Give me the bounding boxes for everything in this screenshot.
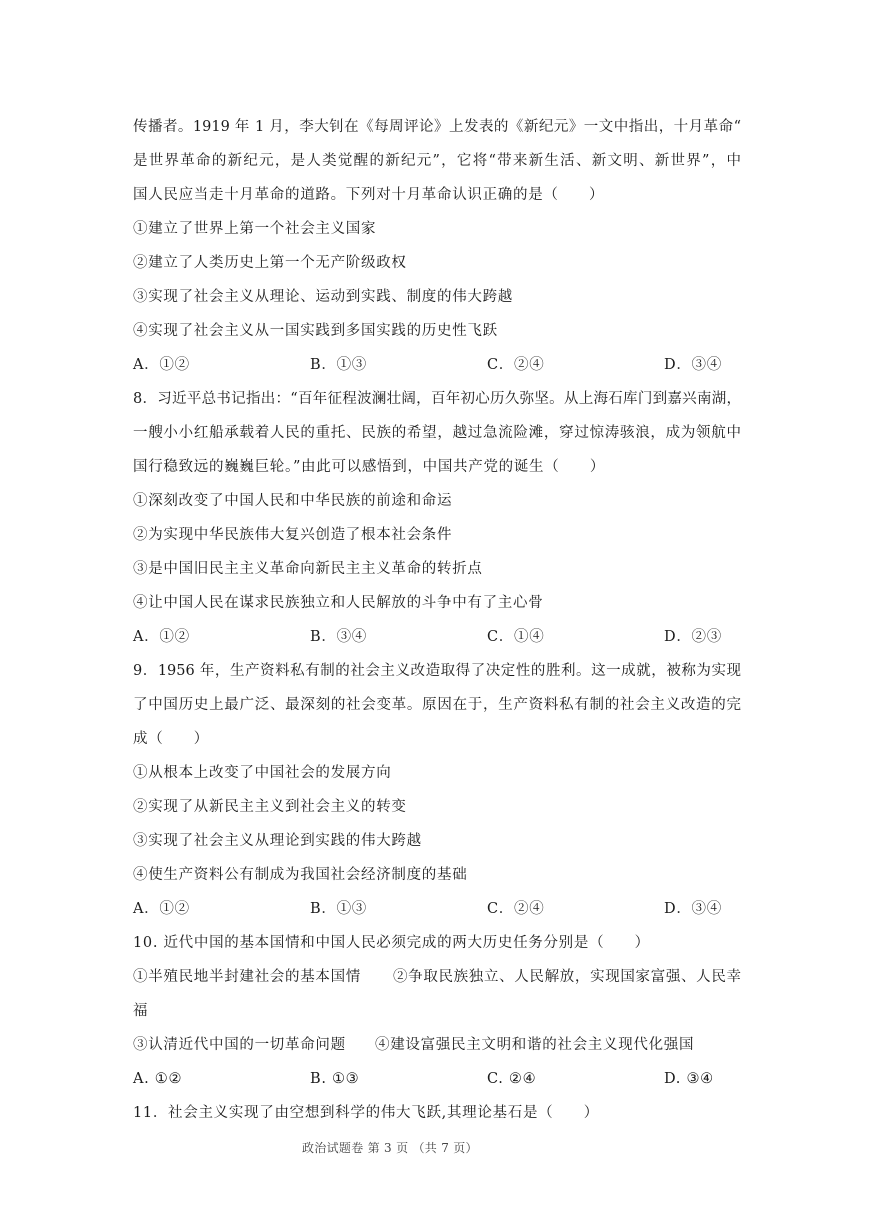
q8-stem-line-2: 一艘小小红船承载着人民的重托、民族的希望，越过急流险滩，穿过惊涛骇浪，成为领航中: [133, 425, 741, 441]
q7-statement-2: ②建立了人类历史上第一个无产阶级政权: [133, 255, 407, 271]
q7-statement-3: ③实现了社会主义从理论、运动到实践、制度的伟大跨越: [133, 289, 513, 305]
option-value: ②④: [514, 357, 545, 373]
q10-statement-1: ①半殖民地半封建社会的基本国情: [133, 969, 361, 985]
option-label: A．: [133, 901, 160, 917]
q10-option-c: [487, 1062, 664, 1096]
q10-statement-4: ④建设富强民主文明和谐的社会主义现代化强国: [375, 1037, 695, 1053]
q10-statement-3: ③认清近代中国的一切革命问题: [133, 1037, 346, 1053]
q7-stem-line-2: 是世界革命的新纪元，是人类觉醒的新纪元”，它将“带来新生活、新文明、新世界”，中: [133, 153, 741, 169]
option-label: B.: [310, 1071, 332, 1087]
q7-option-a: [133, 348, 310, 382]
q8-stem-line-1: 8．习近平总书记指出：“百年征程波澜壮阔，百年初心历久弥坚。从上海石库门到嘉兴南湖，: [133, 391, 741, 407]
q9-stem-line-2: 了中国历史上最广泛、最深刻的社会变革。原因在于，生产资料私有制的社会主义改造的完: [133, 697, 741, 713]
q10-statement-2-continued: 福: [133, 1003, 149, 1019]
q9-statement-4: ④使生产资料公有制成为我国社会经济制度的基础: [133, 867, 468, 883]
q10-statement-row-3: [133, 1028, 741, 1062]
q8-options: [133, 620, 741, 654]
q7-options: [133, 348, 741, 382]
option-value: ③④: [691, 357, 722, 373]
q10-stem-line-1: 10. 近代中国的基本国情和中国人民必须完成的两大历史任务分别是（ ）: [133, 935, 650, 951]
option-label: D.: [664, 1071, 687, 1087]
option-label: B．: [310, 357, 337, 373]
option-label: C．: [487, 629, 514, 645]
q10-option-d: [664, 1062, 841, 1096]
q8-statement-3: ③是中国旧民主主义革命向新民主主义革命的转折点: [133, 561, 483, 577]
option-label: A.: [133, 1071, 155, 1087]
q7-option-d: [664, 348, 841, 382]
q10-option-a: [133, 1062, 310, 1096]
option-label: C.: [487, 1071, 509, 1087]
q7-statement-4: ④实现了社会主义从一国实践到多国实践的历史性飞跃: [133, 323, 498, 339]
q9-option-b: [310, 892, 487, 926]
q10-statement-row-1: [133, 960, 741, 994]
option-value: ③④: [691, 901, 722, 917]
q9-statement-3: ③实现了社会主义从理论到实践的伟大跨越: [133, 833, 422, 849]
option-value: ②④: [514, 901, 545, 917]
q9-stem-line-3: 成（ ）: [133, 731, 209, 747]
q10-option-b: [310, 1062, 487, 1096]
option-value: ②③: [691, 629, 722, 645]
option-value: ①③: [336, 357, 367, 373]
q7-option-b: [310, 348, 487, 382]
option-value: ③④: [686, 1071, 714, 1087]
q8-option-b: [310, 620, 487, 654]
option-value: ①③: [336, 901, 367, 917]
q8-option-d: [664, 620, 841, 654]
q10-options: [133, 1062, 741, 1096]
q7-statement-1: ①建立了世界上第一个社会主义国家: [133, 221, 377, 237]
option-label: A．: [133, 629, 160, 645]
q7-stem-line-1: 传播者。1919 年 1 月，李大钊在《每周评论》上发表的《新纪元》一文中指出，十月革命“: [133, 119, 741, 135]
exam-page-content: [133, 110, 741, 1130]
q9-stem-line-1: 9．1956 年，生产资料私有制的社会主义改造取得了决定性的胜利。这一成就，被称为实现: [133, 663, 741, 679]
option-label: D．: [664, 901, 692, 917]
q8-stem-line-3: 国行稳致远的巍巍巨轮。”由此可以感悟到，中国共产党的诞生（ ）: [133, 459, 606, 475]
q9-option-c: [487, 892, 664, 926]
q8-statement-4: ④让中国人民在谋求民族独立和人民解放的斗争中有了主心骨: [133, 595, 544, 611]
q9-options: [133, 892, 741, 926]
q9-statement-1: ①从根本上改变了中国社会的发展方向: [133, 765, 392, 781]
q7-option-c: [487, 348, 664, 382]
q9-option-a: [133, 892, 310, 926]
option-label: A．: [133, 357, 160, 373]
option-label: B．: [310, 901, 337, 917]
q9-statement-2: ②实现了从新民主主义到社会主义的转变: [133, 799, 407, 815]
q8-option-c: [487, 620, 664, 654]
option-label: B．: [310, 629, 337, 645]
q7-stem-line-3: 国人民应当走十月革命的道路。下列对十月革命认识正确的是（ ）: [133, 187, 605, 203]
q11-stem-line-1: 11．社会主义实现了由空想到科学的伟大飞跃,其理论基石是（ ）: [133, 1105, 599, 1121]
page-footer: 政治试题卷 第 3 页 （共 7 页）: [302, 1141, 478, 1155]
option-label: D．: [664, 357, 692, 373]
option-value: ②④: [508, 1071, 537, 1087]
option-value: ①④: [514, 629, 545, 645]
q10-statement-2: ②争取民族独立、人民解放，实现国家富强、人民幸: [393, 969, 741, 985]
option-value: ①②: [159, 357, 190, 373]
q10-statement-row-2: [133, 994, 741, 1028]
option-value: ①③: [331, 1071, 360, 1087]
option-value: ①②: [159, 629, 190, 645]
option-value: ③④: [336, 629, 367, 645]
option-value: ①②: [159, 901, 190, 917]
q9-option-d: [664, 892, 841, 926]
q8-statement-2: ②为实现中华民族伟大复兴创造了根本社会条件: [133, 527, 453, 543]
option-label: C．: [487, 901, 514, 917]
option-label: D．: [664, 629, 692, 645]
option-label: C．: [487, 357, 514, 373]
option-value: ①②: [154, 1071, 183, 1087]
q8-statement-1: ①深刻改变了中国人民和中华民族的前途和命运: [133, 493, 453, 509]
q8-option-a: [133, 620, 310, 654]
